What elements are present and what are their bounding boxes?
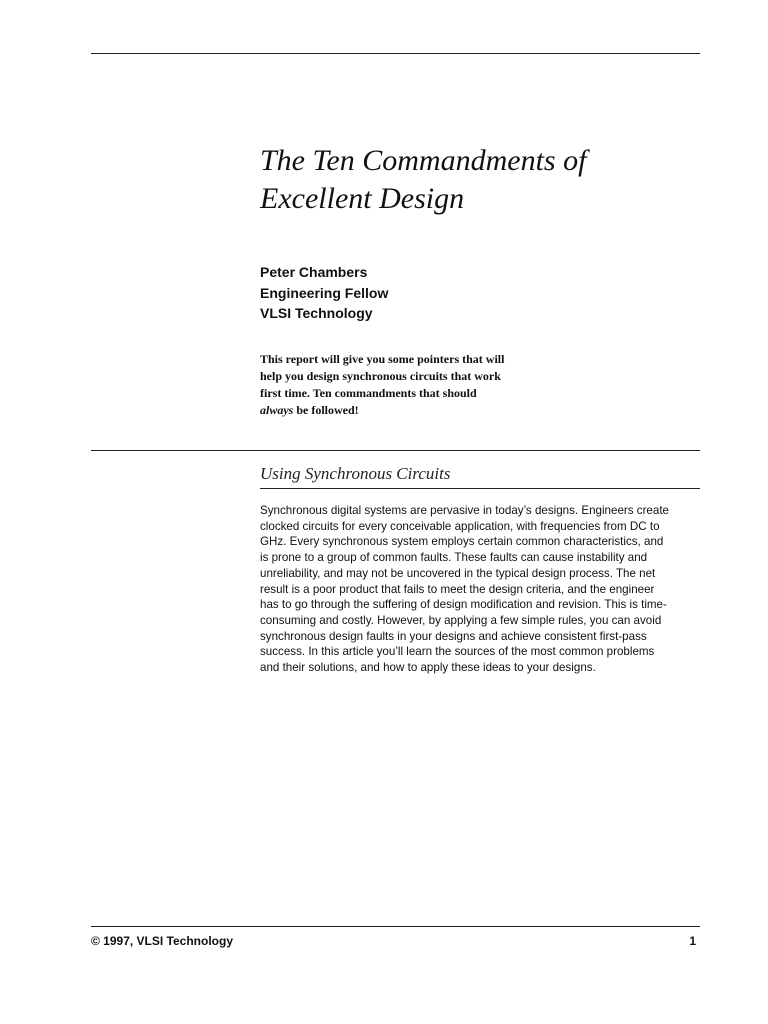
author-organization: VLSI Technology (260, 305, 373, 321)
section-body (260, 503, 702, 676)
title-line-1: The Ten Commandments of (260, 144, 587, 177)
body-line: success. In this article you’ll learn the sources of the most common problems (260, 645, 655, 659)
body-line: and their solutions, and how to apply these ideas to your designs. (260, 661, 596, 675)
author-position: Engineering Fellow (260, 284, 389, 301)
footer-copyright: © 1997, VLSI Technology (91, 934, 233, 948)
abstract-text-start: This report will give you some pointers that will help you design synchronous circuits that work first time. Ten commandments that should (260, 352, 505, 400)
author-name: Peter Chambers (260, 264, 368, 280)
top-rule (91, 53, 700, 54)
body-line: synchronous design faults in your designs and achieve consistent first-pass (260, 629, 647, 643)
footer-rule (91, 926, 700, 927)
section-heading: Using Synchronous Circuits (260, 464, 451, 483)
body-line: is prone to a group of common faults. These faults can cause instability and (260, 551, 648, 565)
abstract (260, 351, 510, 419)
section-divider (91, 450, 700, 451)
body-line: Synchronous digital systems are pervasive in today’s designs. Engineers create (260, 504, 670, 517)
body-line: result is a poor product that fails to meet the design criteria, and the engineer (260, 582, 655, 596)
body-line: unreliability, and may not be uncovered in the typical design process. The net (260, 566, 656, 580)
body-line: clocked circuits for every conceivable application, with frequencies from DC to (260, 519, 660, 533)
author-block (260, 262, 388, 324)
body-line: consuming and costly. However, by applying a few simple rules, you can avoid (260, 613, 662, 627)
body-line: has to go through the suffering of design modification and revision. This is time- (260, 598, 667, 612)
page-number: 1 (689, 934, 696, 948)
abstract-emphasis: always (260, 403, 294, 417)
section-heading-rule (260, 488, 700, 489)
title-line-2: Excellent Design (260, 182, 465, 215)
body-line: GHz. Every synchronous system employs certain common characteristics, and (260, 535, 664, 549)
document-title (260, 142, 700, 218)
abstract-text-end: be followed! (293, 403, 359, 417)
